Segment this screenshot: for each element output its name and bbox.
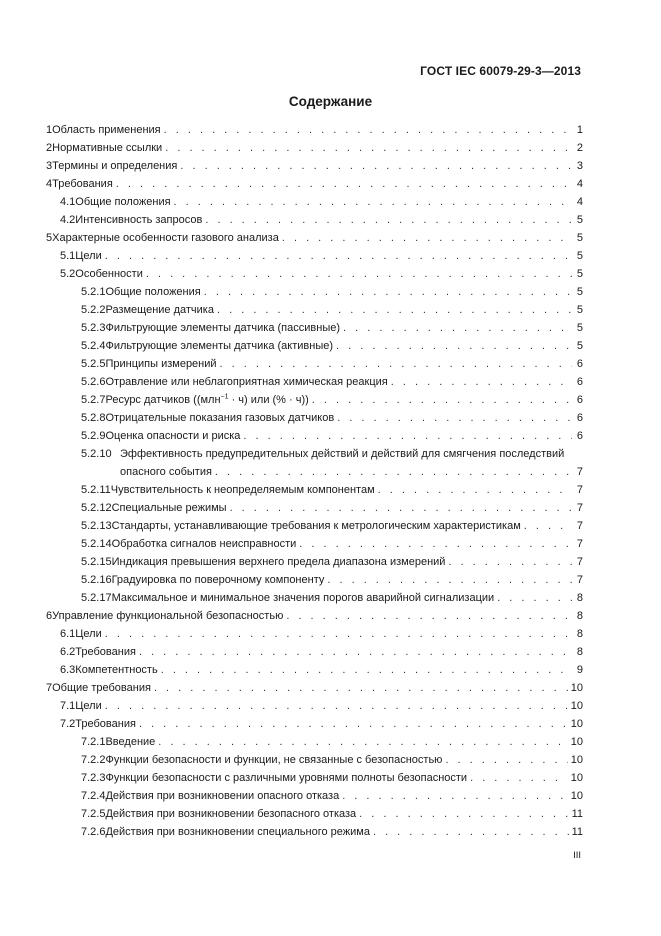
toc-entry[interactable] [46,229,583,247]
toc-entry-title: Действия при возникновении специального режима [105,826,370,838]
toc-entry-title: Принципы измерений [105,358,217,370]
dot-leader [327,571,572,589]
toc-entry[interactable] [46,373,583,391]
toc-entry-number: 5.2.2 [81,304,106,316]
toc-entry-number: 4.1 [60,196,76,208]
toc-entry-title: Эффективность предупредительных действий и действий для смягчения последствий [120,448,565,460]
dot-leader [180,157,572,175]
dot-leader [391,373,572,391]
toc-entry-number: 5.2.15 [81,556,112,568]
dot-leader [497,589,572,607]
toc-entry-title: Максимальное и минимальное значения порогов аварийной сигнализации [111,592,495,604]
table-of-contents [46,121,583,841]
toc-entry-page: 11 [571,826,583,838]
dot-leader [154,679,568,697]
toc-entry-number: 5.2.6 [81,376,106,388]
toc-entry-page: 8 [576,628,583,640]
dot-leader [359,805,568,823]
toc-entry-page: 7 [576,556,583,568]
toc-entry-page: 8 [576,610,583,622]
toc-entry-number: 6 [46,610,53,622]
toc-entry-number: 7.2.3 [81,772,106,784]
toc-entry-title: Введение [105,736,156,748]
toc-entry-title: Индикация превышения верхнего предела диапазона измерений [111,556,446,568]
dot-leader [105,625,572,643]
dot-leader [139,715,568,733]
dot-leader [286,607,572,625]
toc-entry-number: 5.2.16 [81,574,112,586]
dot-leader [217,301,572,319]
toc-entry-title: Стандарты, устанавливающие требования к метрологическим характеристикам [111,520,521,532]
toc-entry[interactable] [46,823,583,841]
toc-entry[interactable] [46,157,583,175]
toc-entry-page: 10 [570,772,583,784]
toc-entry-title: Функции безопасности с различными уровнями полноты безопасности [105,772,468,784]
toc-entry-page: 7 [576,538,583,550]
toc-entry-title: Требования [52,178,113,190]
toc-entry-title: Обработка сигналов неисправности [111,538,297,550]
toc-entry[interactable] [46,337,583,355]
dot-leader [204,283,572,301]
toc-entry-title: Управление функциональной безопасностью [52,610,284,622]
toc-entry-title-superscript: −1 [220,393,229,401]
toc-entry[interactable] [46,571,583,589]
toc-entry-number: 7.1 [60,700,76,712]
toc-entry-number: 5.2.3 [81,322,106,334]
toc-entry[interactable] [46,355,583,373]
toc-entry-page: 10 [570,682,583,694]
toc-entry-title: Чувствительность к неопределяемым компонентам [110,484,375,496]
toc-entry[interactable] [46,607,583,625]
toc-entry-number: 7 [46,682,53,694]
toc-entry[interactable] [46,715,583,733]
toc-entry-number: 5.2 [60,268,76,280]
toc-entry-page: 7 [576,502,583,514]
toc-entry[interactable] [46,517,583,535]
toc-entry-number: 7.2.6 [81,826,106,838]
toc-entry-title: Характерные особенности газового анализа [52,232,279,244]
toc-entry-title: Общие положения [105,286,201,298]
dot-leader [161,661,572,679]
toc-entry-number: 7.2.2 [81,754,106,766]
toc-entry[interactable] [46,175,583,193]
toc-entry[interactable] [46,409,583,427]
toc-entry-continuation[interactable] [46,463,583,481]
toc-entry-page: 9 [576,664,583,676]
dot-leader [164,121,572,139]
toc-entry[interactable] [46,769,583,787]
toc-entry-title: Компетентность [75,664,158,676]
toc-entry[interactable] [46,697,583,715]
toc-entry-page: 1 [576,124,583,136]
toc-entry-page: 6 [576,394,583,406]
toc-entry-number: 5.2.7 [81,394,106,406]
toc-entry-page: 10 [570,718,583,730]
dot-leader [215,463,572,481]
page-title: Содержание [288,94,373,109]
dot-leader [174,193,572,211]
dot-leader [343,319,572,337]
toc-entry-title: Отравление или неблагоприятная химическая реакция [105,376,388,388]
toc-entry[interactable] [46,301,583,319]
toc-entry-title-part: · ч) или (% · ч)) [228,394,309,406]
toc-entry[interactable] [46,139,583,157]
toc-entry[interactable] [46,283,583,301]
toc-entry-page: 10 [570,736,583,748]
toc-entry[interactable] [46,535,583,553]
toc-entry-number: 4.2 [60,214,76,226]
toc-entry-title: Размещение датчика [105,304,214,316]
toc-entry-number: 6.3 [60,664,76,676]
document-code: ГОСТ IEC 60079-29-3—2013 [420,64,581,78]
dot-leader [373,823,569,841]
dot-leader [524,517,572,535]
toc-entry-page: 8 [576,592,583,604]
toc-entry-number: 5.2.11 [81,484,111,496]
page-number: III [573,850,581,861]
toc-entry-title-part: Ресурс датчиков ((млн [105,394,221,406]
toc-entry-page: 3 [576,160,583,172]
dot-leader [146,265,572,283]
dot-leader [312,391,572,409]
toc-entry-number: 7.2.4 [81,790,106,802]
toc-entry[interactable] [46,193,583,211]
toc-entry-number: 1 [46,124,53,136]
toc-entry-title: Особенности [75,268,143,280]
dot-leader [337,409,572,427]
toc-entry-number: 5.2.4 [81,340,106,352]
toc-entry-page: 5 [576,322,583,334]
toc-entry[interactable] [46,265,583,283]
toc-entry-title: Общие положения [75,196,171,208]
dot-leader [165,139,572,157]
dot-leader [299,535,572,553]
toc-entry-number: 7.2.1 [81,736,106,748]
toc-entry-page: 10 [570,790,583,802]
toc-entry-page: 6 [576,412,583,424]
toc-entry-number: 5.2.14 [81,538,112,550]
toc-entry-page: 10 [570,754,583,766]
toc-entry-title: Требования [75,646,136,658]
dot-leader [243,427,572,445]
toc-entry-title: Действия при возникновении безопасного отказа [105,808,357,820]
toc-entry-number: 5.2.8 [81,412,106,424]
toc-entry-number: 5.2.13 [81,520,112,532]
dot-leader [105,697,568,715]
dot-leader [105,247,572,265]
dot-leader [158,733,567,751]
toc-entry[interactable] [46,247,583,265]
toc-entry-number: 5.1 [60,250,76,262]
toc-entry[interactable] [46,787,583,805]
toc-entry[interactable] [46,499,583,517]
toc-entry-page: 7 [576,574,583,586]
toc-entry-title: Оценка опасности и риска [105,430,241,442]
toc-entry-title: Отрицательные показания газовых датчиков [105,412,335,424]
toc-entry-number: 6.2 [60,646,76,658]
toc-entry[interactable] [46,589,583,607]
toc-entry[interactable] [46,121,583,139]
toc-entry-title: Интенсивность запросов [75,214,203,226]
toc-entry-number: 5.2.10 [81,448,112,460]
toc-entry[interactable] [46,319,583,337]
toc-entry-title: Специальные режимы [111,502,227,514]
dot-leader [336,337,572,355]
toc-entry-page: 5 [576,286,583,298]
toc-entry-page: 5 [576,340,583,352]
toc-entry[interactable] [46,751,583,769]
dot-leader [378,481,572,499]
toc-entry-number: 3 [46,160,53,172]
toc-entry-page: 5 [576,214,583,226]
toc-entry-page: 7 [576,484,583,496]
dot-leader [139,643,572,661]
toc-entry-title: Фильтрующие элементы датчика (активные) [105,340,334,352]
toc-entry[interactable] [46,553,583,571]
toc-entry-title-continued: опасного события [120,466,212,478]
toc-entry[interactable] [46,481,583,499]
toc-entry-page: 6 [576,430,583,442]
toc-entry-title: Фильтрующие элементы датчика (пассивные) [105,322,341,334]
toc-entry-title: Действия при возникновении опасного отказа [105,790,340,802]
toc-entry[interactable] [46,805,583,823]
toc-entry[interactable] [46,733,583,751]
toc-entry-number: 2 [46,142,53,154]
toc-entry[interactable] [46,679,583,697]
toc-entry-title: Требования [75,718,136,730]
toc-entry-number: 5.2.5 [81,358,106,370]
toc-entry-number: 6.1 [60,628,76,640]
toc-entry-title: Функции безопасности и функции, не связанные с безопасностью [105,754,443,766]
toc-entry-title: Нормативные ссылки [52,142,163,154]
dot-leader [220,355,572,373]
dot-leader [445,751,567,769]
toc-entry-title: Градуировка по поверочному компоненту [111,574,325,586]
dot-leader [342,787,568,805]
toc-entry-number: 4 [46,178,53,190]
toc-entry-page: 11 [571,808,583,820]
toc-entry[interactable] [46,427,583,445]
toc-entry-page: 8 [576,646,583,658]
toc-entry-number: 5 [46,232,53,244]
toc-entry[interactable] [46,445,583,463]
toc-entry-page: 6 [576,376,583,388]
toc-entry-title: Область применения [52,124,161,136]
toc-entry-page: 5 [576,232,583,244]
toc-entry-page: 5 [576,268,583,280]
toc-entry-title: Термины и определения [52,160,178,172]
toc-entry-title: Общие требования [52,682,151,694]
toc-entry-number: 5.2.9 [81,430,106,442]
toc-entry-number: 5.2.17 [81,592,112,604]
toc-entry-number: 5.2.12 [81,502,112,514]
toc-entry-page: 6 [576,358,583,370]
dot-leader [230,499,572,517]
toc-entry[interactable] [46,211,583,229]
dot-leader [116,175,572,193]
toc-entry-page: 5 [576,304,583,316]
toc-entry-number: 5.2.1 [81,286,106,298]
toc-entry[interactable] [46,661,583,679]
toc-entry[interactable] [46,625,583,643]
toc-entry-title: Цели [75,700,102,712]
toc-entry-page: 4 [576,178,583,190]
toc-entry-title: Цели [75,628,102,640]
toc-entry-page: 7 [576,520,583,532]
dot-leader [205,211,572,229]
toc-entry-page: 10 [570,700,583,712]
toc-entry[interactable] [46,391,583,409]
toc-entry[interactable] [46,643,583,661]
dot-leader [282,229,572,247]
toc-entry-page: 4 [576,196,583,208]
toc-entry-page: 5 [576,250,583,262]
toc-entry-title: Цели [75,250,102,262]
toc-entry-number: 7.2.5 [81,808,106,820]
toc-entry-title [105,391,308,409]
dot-leader [470,769,568,787]
dot-leader [448,553,572,571]
toc-entry-page: 2 [576,142,583,154]
toc-entry-number: 7.2 [60,718,76,730]
toc-entry-page: 7 [576,466,583,478]
